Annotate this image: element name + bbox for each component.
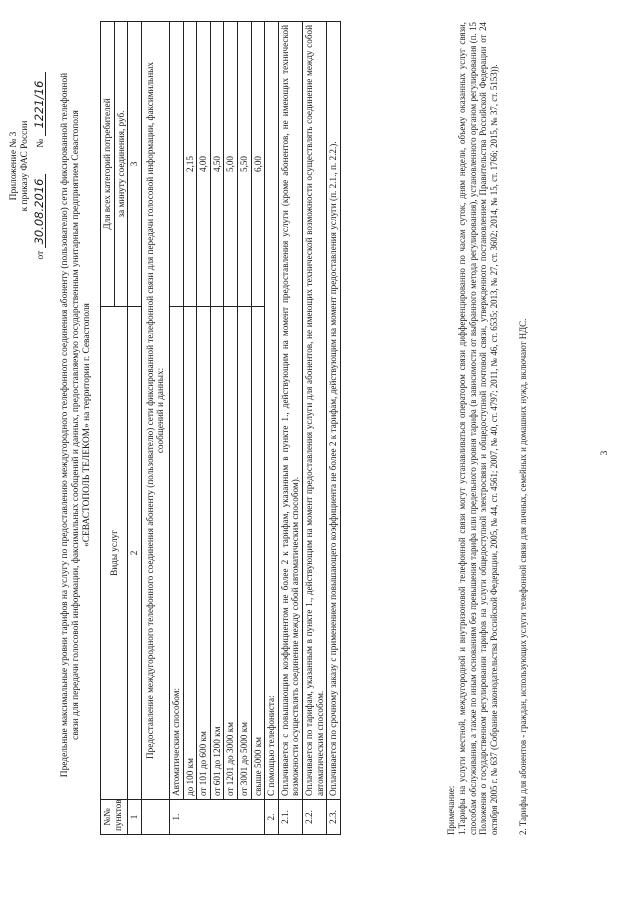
item-number: 2. <box>265 800 279 835</box>
section-title: Предоставление междугородного телефонного соединения абоненту (пользователю) сети фиксированной телефонной связи для передачи голосовой информации, факсимильных сообщений и данных: <box>141 22 169 800</box>
table-header-row <box>101 22 115 835</box>
table-row <box>265 22 279 835</box>
tariff-value: 4,50 <box>210 22 224 307</box>
tariff-value: 5,00 <box>224 22 238 307</box>
number-prefix: № <box>36 138 46 148</box>
header-all-consumers: Для всех категорий потребителей <box>101 22 115 307</box>
distance-label: от 601 до 1200 км <box>210 307 224 800</box>
handwritten-order-number: 1221/16 <box>34 73 46 137</box>
item-number: 2.1. <box>278 800 302 835</box>
column-number: 1 <box>128 800 142 835</box>
tariff-value: 4,00 <box>197 22 211 307</box>
document-title <box>60 15 94 835</box>
distance-label: свыше 5000 км <box>251 307 265 800</box>
table-row <box>169 22 183 835</box>
rule-text: Оплачивается по тарифам, указанным в пункте 1., действующим на момент предоставления услуги для абонентов, не имеющих технической возможности осуществлять соединение между собой автоматическим способом. <box>302 22 326 800</box>
distance-label: до 100 км <box>183 307 197 800</box>
item-number: 2.3. <box>327 800 341 835</box>
section-row <box>141 22 169 835</box>
header-service-type: Виды услуг <box>101 307 128 800</box>
column-number: 2 <box>128 307 142 800</box>
notes-heading: Примечание: <box>446 785 456 835</box>
title-line-2: связи для передачи голосовой информации, факсимильных сообщений и данных, предоставляемую государственным унитарным предприятием Севастополя <box>71 110 82 740</box>
distance-label: от 1201 до 3000 км <box>224 307 238 800</box>
table-row <box>224 22 238 835</box>
table-row <box>197 22 211 835</box>
tariff-value: 5,50 <box>237 22 251 307</box>
table-row <box>302 22 326 835</box>
table-row <box>210 22 224 835</box>
date-prefix: от <box>36 250 46 260</box>
column-number-row <box>128 22 142 835</box>
order-reference: к приказу ФАС России <box>20 120 30 212</box>
service-label: С помощью телефониста: <box>265 22 279 800</box>
rule-text: Оплачивается по срочному заказу с применением повышающего коэффициента не более 2 к тарифам, действующим на момент предоставления услуги (п. 2.1., п. 2.2.). <box>327 22 341 800</box>
tariff-value: 6,00 <box>251 22 265 307</box>
order-date-number <box>34 51 47 281</box>
notes-section <box>446 22 529 835</box>
appendix-label: Приложение № 3 <box>9 131 19 201</box>
item-number: 1. <box>169 800 264 835</box>
rule-text: Оплачивается с повышающим коэффициентом не более 2 к тарифам, указанным в пункте 1., действующим на момент предоставления услуги (кроме абонентов, не имеющих технической возможности осуществлять соединение между собой автоматическим способом). <box>278 22 302 800</box>
table-row <box>278 22 302 835</box>
note-1: 1.Тарифы на услуги местной, междугородной и внутризоновой телефонной связи могут устанавливаться оператором связи дифференцированно по часам суток, дням недели, объему оказанных услуг связи, способам обслуживания, а также по иным основаниям без превышения тарифа или предельного уровня тарифа (в зависимости от выбранного метода регулирования), установленного органом регулирования (п. 15 Положения о государственном регулировании тарифов на услуги общедоступной электросвязи и общедоступной почтовой связи, утвержденного постановлением Правительства Российской Федерации от 24 октября 2005 г. № 637 (Собрание законодательства Российской Федерации, 2005, № 44, ст. 4561; 2007, № 40, ст. 4797; 2011, № 46, ст. 6535; 2013, № 27, ст. 3602; 2014, № 15, ст. 1766; 2015, № 37, ст. 5153)). <box>456 22 500 835</box>
note-2: 2. Тарифы для абонентов - граждан, использующих услуги телефонной связи для личных, семейных и домашних нужд, включают НДС. <box>517 318 528 835</box>
service-label: Автоматическим способом: <box>169 307 183 800</box>
column-number: 3 <box>128 22 142 307</box>
table-row <box>237 22 251 835</box>
header-item-number: №№ пунктов <box>101 800 128 835</box>
distance-label: от 101 до 600 км <box>197 307 211 800</box>
table-row <box>251 22 265 835</box>
table-row <box>183 22 197 835</box>
appendix-header <box>9 51 47 281</box>
title-line-1: Предельные максимальные уровни тарифов на услугу по предоставлению междугородного телефонного соединения абоненту (пользователю) сети фиксированной телефонной <box>60 72 70 778</box>
page-number: 3 <box>600 450 610 456</box>
item-number: 2.2. <box>302 800 326 835</box>
title-line-3: «СЕВАСТОПОЛЬ ТЕЛЕКОМ» на территории г. Севастополя <box>82 303 93 547</box>
tariff-value: 2,15 <box>183 22 197 307</box>
distance-label: от 3001 до 5000 км <box>237 307 251 800</box>
table-row <box>327 22 341 835</box>
header-per-minute: за минуту соединения, руб. <box>114 22 128 307</box>
tariff-table <box>100 21 341 835</box>
handwritten-date: 30.08.2016 <box>34 174 46 248</box>
